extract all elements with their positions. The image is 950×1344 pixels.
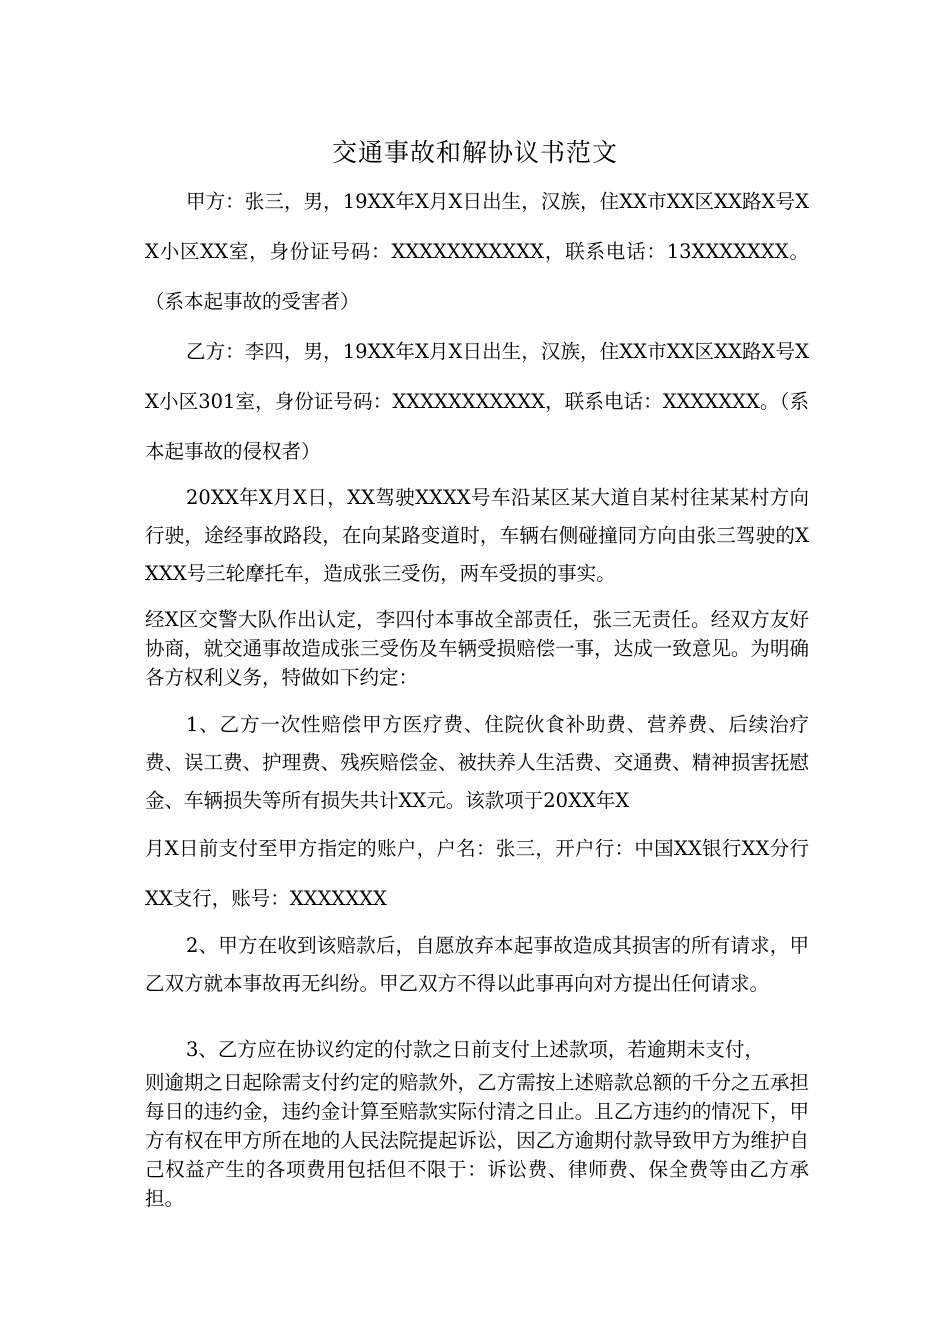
party-b-paragraph: 乙方：李四，男，19XX年X月X日出生，汉族，住XX市XX区XX路X号XX小区301室，身份证号码：XXXXXXXXXXX，联系电话：XXXXXXX。（系本起事故的侵权者） bbox=[145, 340, 809, 463]
accident-facts-paragraph: 20XX年X月X日，XX驾驶XXXX号车沿某区某大道自某村往某某村方向行驶，途经事故路段，在向某路变道时，车辆右侧碰撞同方向由张三驾驶的XXXX号三轮摩托车，造成张三受伤，两车受损的事实。 bbox=[145, 486, 809, 585]
clause-1-continuation: 月X日前支付至甲方指定的账户，户名：张三，开户行：中国XX银行XX分行XX支行，账号：XXXXXXX bbox=[145, 837, 809, 910]
party-a-paragraph: 甲方：张三，男，19XX年X月X日出生，汉族，住XX市XX区XX路X号XX小区XX室，身份证号码：XXXXXXXXXXX，联系电话：13XXXXXXX。（系本起事故的受害者） bbox=[145, 190, 809, 313]
clause-1-paragraph: 1、乙方一次性赔偿甲方医疗费、住院伙食补助费、营养费、后续治疗费、误工费、护理费、残疾赔偿金、被扶养人生活费、交通费、精神损害抚慰金、车辆损失等所有损失共计XX元。该款项于20XX年X bbox=[145, 713, 809, 812]
clause-3-continuation: 则逾期之日起除需支付约定的赔款外，乙方需按上述赔款总额的千分之五承担每日的违约金，违约金计算至赔款实际付清之日止。且乙方违约的情况下，甲方有权在甲方所在地的人民法院提起诉讼，因乙方逾期付款导致甲方为维护自己权益产生的各项费用包括但不限于：诉讼费、律师费、保全费等由乙方承担。 bbox=[145, 1071, 809, 1210]
clause-2-paragraph: 2、甲方在收到该赔款后，自愿放弃本起事故造成其损害的所有请求，甲乙双方就本事故再无纠纷。甲乙双方不得以此事再向对方提出任何请求。 bbox=[145, 934, 809, 995]
document-title: 交通事故和解协议书范文 bbox=[331, 138, 618, 167]
clause-3-paragraph: 3、乙方应在协议约定的付款之日前支付上述款项，若逾期未支付， bbox=[186, 1038, 764, 1061]
liability-determination-paragraph: 经X区交警大队作出认定，李四付本事故全部责任，张三无责任。经双方友好协商，就交通事故造成张三受伤及车辆受损赔偿一事，达成一致意见。为明确各方权利义务，特做如下约定： bbox=[145, 608, 809, 689]
